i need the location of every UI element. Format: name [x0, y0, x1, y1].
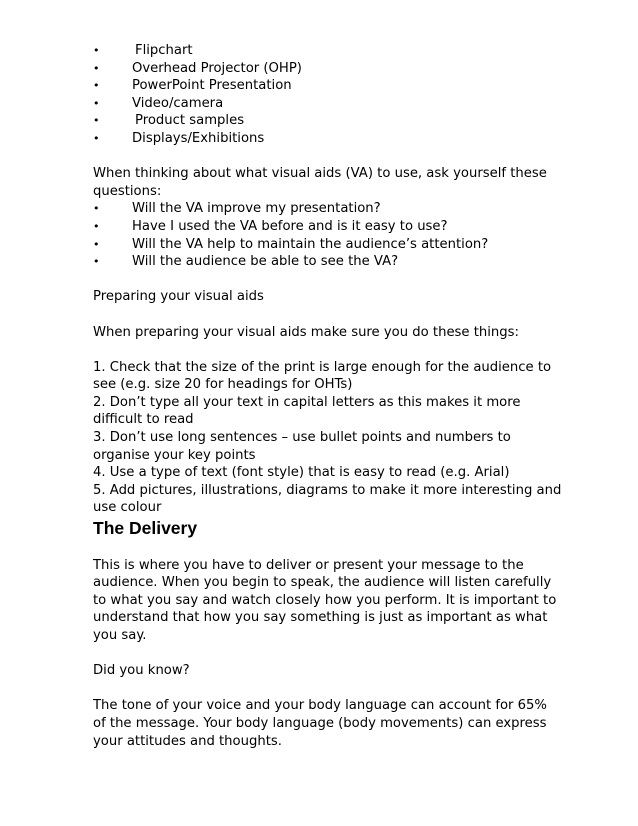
numbered-item: 2. Don’t type all your text in capital letters as this makes it more difficult to read — [93, 394, 521, 428]
document-page — [93, 42, 563, 750]
list-item — [93, 130, 563, 148]
list-item-text: PowerPoint Presentation — [132, 78, 292, 94]
bullet-icon: • — [93, 61, 100, 75]
list-item — [93, 77, 563, 95]
list-item — [93, 60, 563, 78]
bullet-icon: • — [93, 202, 100, 216]
list-item — [93, 253, 563, 271]
list-item-text: Displays/Exhibitions — [132, 130, 265, 146]
list-item — [93, 200, 563, 218]
list-item-text: Product samples — [135, 113, 245, 129]
bullet-icon: • — [93, 79, 100, 93]
va-intro-paragraph: When thinking about what visual aids (VA) to use, ask yourself these questions: — [93, 166, 547, 199]
numbered-item: 4. Use a type of text (font style) that is easy to read (e.g. Arial) — [93, 465, 510, 481]
list-item — [93, 42, 563, 60]
list-item-text: Will the VA help to maintain the audience’s attention? — [132, 236, 489, 252]
bullet-icon: • — [93, 237, 100, 251]
bullet-icon: • — [93, 44, 100, 57]
bullet-icon: • — [93, 114, 100, 128]
did-you-know-line: Did you know? — [93, 663, 190, 679]
list-item-text: Have I used the VA before and is it easy to use? — [132, 218, 448, 234]
list-item-text: Will the audience be able to see the VA? — [132, 254, 399, 270]
list-item-text: Video/camera — [132, 95, 224, 111]
preparing-heading: Preparing your visual aids — [93, 289, 264, 305]
list-item-text: Will the VA improve my presentation? — [132, 201, 381, 217]
list-item-text: Overhead Projector (OHP) — [132, 60, 302, 76]
list-item-text: Flipchart — [135, 43, 193, 58]
bullet-icon: • — [93, 96, 100, 110]
va-questions-list — [93, 200, 563, 270]
list-item — [93, 236, 563, 254]
numbered-item: 3. Don’t use long sentences – use bullet points and numbers to organise your key points — [93, 430, 511, 463]
tone-paragraph: The tone of your voice and your body language can account for 65% of the message. Your body language (body movements) can express your attitudes and thoughts. — [93, 698, 547, 749]
bullet-icon: • — [93, 255, 100, 269]
numbered-list — [93, 359, 563, 517]
visual-aids-list — [93, 42, 563, 148]
list-item — [93, 112, 563, 130]
preparing-intro-paragraph: When preparing your visual aids make sure you do these things: — [93, 324, 519, 340]
delivery-paragraph: This is where you have to deliver or present your message to the audience. When you begin to speak, the audience will listen carefully to what you say and watch closely how you perform. It is important to understand that how you say something is just as important as what you say. — [93, 557, 557, 643]
list-item — [93, 95, 563, 113]
numbered-item: 5. Add pictures, illustrations, diagrams to make it more interesting and use colour — [93, 482, 562, 516]
section-title-delivery: The Delivery — [93, 518, 198, 539]
numbered-item: 1. Check that the size of the print is large enough for the audience to see (e.g. size 20 for headings for OHTs) — [93, 359, 552, 393]
bullet-icon: • — [93, 219, 100, 233]
list-item — [93, 218, 563, 236]
bullet-icon: • — [93, 131, 100, 145]
